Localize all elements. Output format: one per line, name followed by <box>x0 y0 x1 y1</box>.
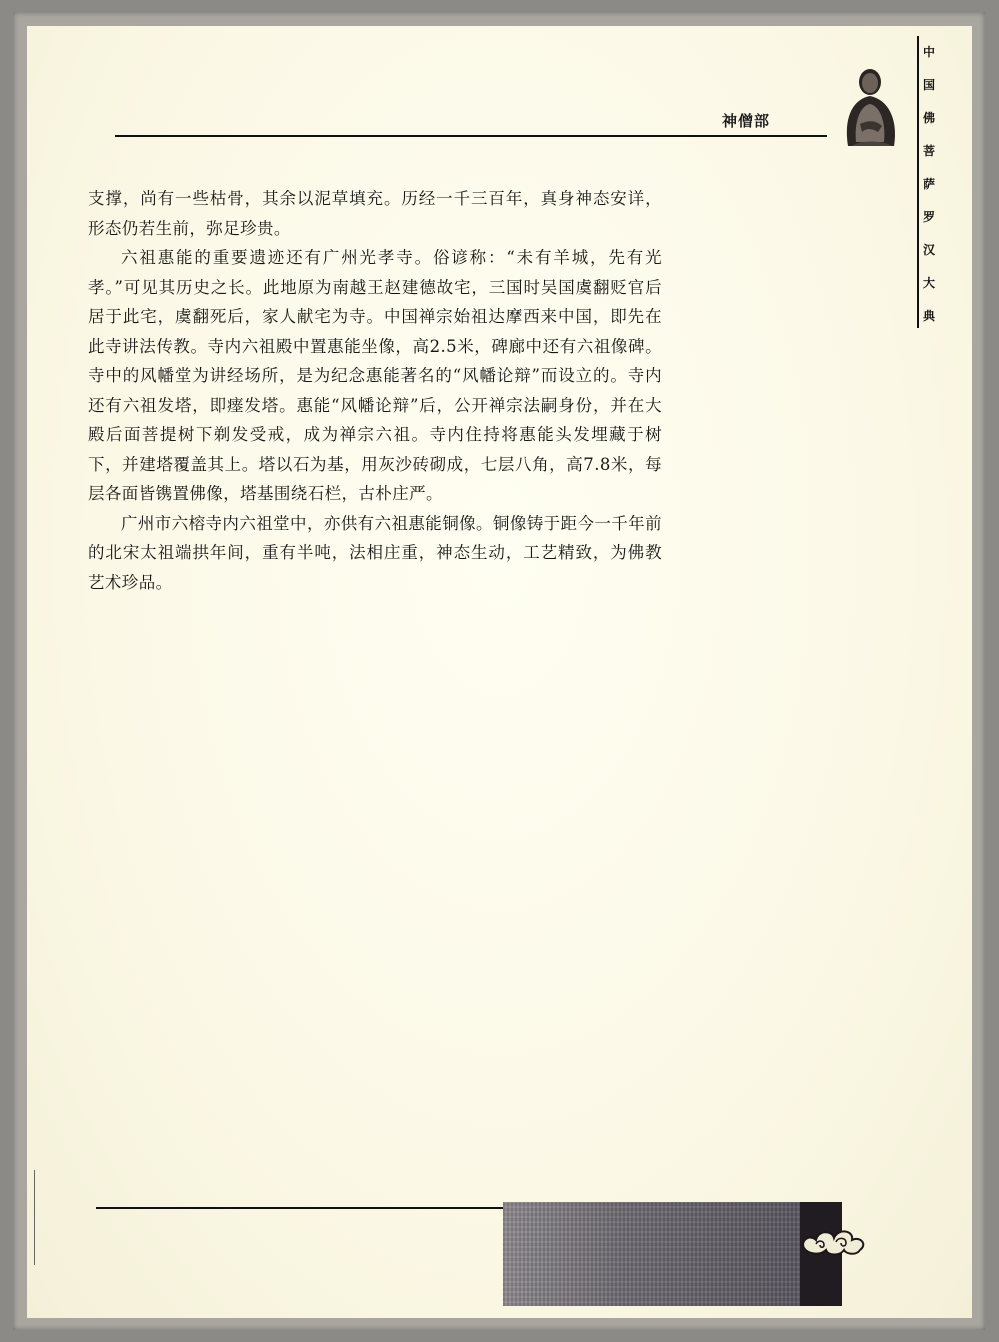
side-title-char: 萨 <box>922 177 935 191</box>
paragraph: 支撑，尚有一些枯骨，其余以泥草填充。历经一千三百年，真身神态安详，形态仍若生前，弥足珍贵。 <box>88 189 662 238</box>
page-edge-line <box>34 1170 35 1265</box>
side-title-char: 罗 <box>922 210 935 224</box>
paragraph: 广州市六榕寺内六祖堂中，亦供有六祖惠能铜像。铜像铸于距今一千年前的北宋太祖端拱年间，重有半吨，法相庄重，神态生动，工艺精致，为佛教艺术珍品。 <box>88 513 662 592</box>
side-title-char: 菩 <box>922 144 935 158</box>
side-title-char: 国 <box>922 78 935 92</box>
body-text <box>88 184 662 597</box>
side-title-char: 汉 <box>922 243 935 257</box>
section-label: 神僧部 <box>722 112 771 130</box>
side-book-title <box>915 36 937 328</box>
footer-texture-block <box>503 1202 803 1306</box>
side-title-char: 中 <box>922 45 935 59</box>
paragraph: 六祖惠能的重要遗迹还有广州光孝寺。俗谚称：“未有羊城，先有光孝。”可见其历史之长。此地原为南越王赵建德故宅，三国时吴国虞翻贬官后居于此宅，虞翻死后，家人献宅为寺。中国禅宗始祖达摩西来中国，即先在此寺讲法传教。寺内六祖殿中置惠能坐像，高2.5米，碑廊中还有六祖像碑。寺中的风幡堂为讲经场所，是为纪念惠能著名的“风幡论辩”而设立的。寺内还有六祖发塔，即瘗发塔。惠能“风幡论辩”后，公开禅宗法嗣身份，并在大殿后面菩提树下剃发受戒，成为禅宗六祖。寺内住持将惠能头发埋藏于树下，并建塔覆盖其上。塔以石为基，用灰沙砖砌成，七层八角，高7.8米，每层各面皆镌置佛像，塔基围绕石栏，古朴庄严。 <box>88 248 662 503</box>
monk-figure-icon <box>830 62 910 150</box>
cloud-ornament-icon <box>798 1222 870 1262</box>
side-title-char: 典 <box>922 309 935 323</box>
side-title-char: 佛 <box>922 111 935 125</box>
side-title-char: 大 <box>922 276 935 290</box>
side-title-rule <box>917 36 919 328</box>
header-rule <box>115 135 827 137</box>
